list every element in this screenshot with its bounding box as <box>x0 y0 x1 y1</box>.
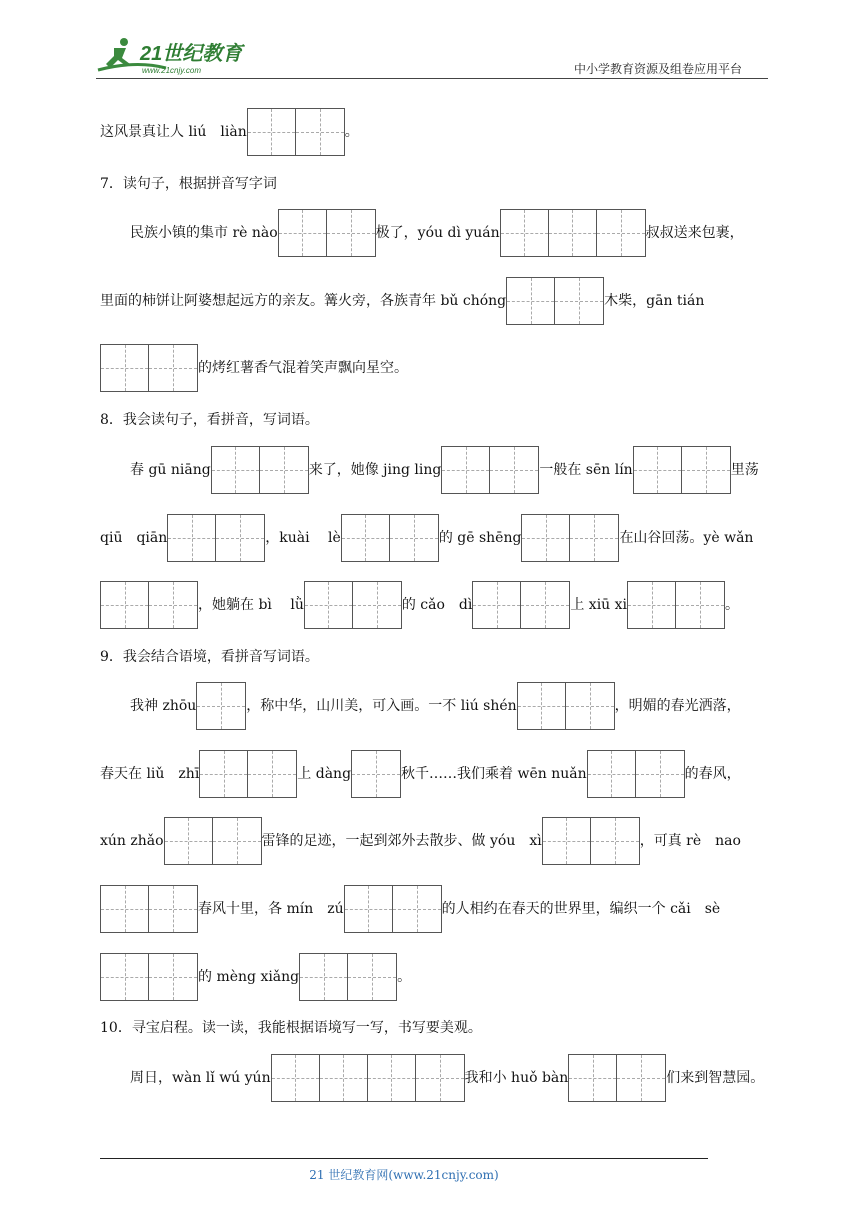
sentence-text: 的 cǎo dì <box>401 597 473 613</box>
logo-text: 21世纪教育 <box>140 43 243 65</box>
grid-cell[interactable] <box>566 683 614 729</box>
question-heading <box>100 408 319 432</box>
sentence-text: 民族小镇的集市 rè nào <box>130 225 278 241</box>
footer-text: 21 世纪教育网(www.21cnjy.com) <box>309 1168 499 1182</box>
grid-cell[interactable] <box>368 1055 416 1101</box>
sentence-line <box>130 681 741 731</box>
grid-cell[interactable] <box>149 345 197 391</box>
question-heading <box>100 1016 482 1040</box>
sentence-text: 们来到智慧园。 <box>666 1070 765 1086</box>
sentence-text: 。 <box>725 597 740 613</box>
grid-cell[interactable] <box>320 1055 368 1101</box>
writing-grid[interactable] <box>304 581 402 629</box>
grid-cell[interactable] <box>212 447 260 493</box>
grid-cell[interactable] <box>327 210 375 256</box>
grid-cell[interactable] <box>522 515 570 561</box>
sentence-text: 的 mèng xiǎng <box>198 969 300 985</box>
grid-cell[interactable] <box>248 751 296 797</box>
writing-grid[interactable] <box>164 817 262 865</box>
grid-cell[interactable] <box>569 1055 617 1101</box>
sentence-text: ，可真 rè nao <box>639 833 741 849</box>
grid-cell[interactable] <box>617 1055 665 1101</box>
sentence-text: 我和小 huǒ bàn <box>464 1070 569 1086</box>
grid-cell[interactable] <box>149 954 197 1000</box>
sentence-line <box>100 580 739 630</box>
writing-grid[interactable] <box>517 682 615 730</box>
sentence-text: 8．我会读句子，看拼音，写词语。 <box>100 412 319 428</box>
sentence-text: 。 <box>344 124 359 140</box>
grid-cell[interactable] <box>352 751 400 797</box>
grid-cell[interactable] <box>168 515 216 561</box>
grid-cell[interactable] <box>521 582 569 628</box>
sentence-line <box>100 816 741 866</box>
writing-grid[interactable] <box>299 953 397 1001</box>
sentence-line <box>130 208 744 258</box>
writing-grid[interactable] <box>271 1054 465 1102</box>
runner-logo-icon <box>96 34 256 78</box>
grid-cell[interactable] <box>507 278 555 324</box>
grid-cell[interactable] <box>279 210 327 256</box>
sentence-line <box>100 513 753 563</box>
grid-cell[interactable] <box>543 818 591 864</box>
grid-cell[interactable] <box>490 447 538 493</box>
sentence-text: 春 gū niāng <box>130 462 211 478</box>
writing-grid[interactable] <box>100 581 198 629</box>
writing-grid[interactable] <box>278 209 376 257</box>
grid-cell[interactable] <box>305 582 353 628</box>
grid-cell[interactable] <box>101 954 149 1000</box>
grid-cell[interactable] <box>272 1055 320 1101</box>
sentence-text: 木柴，gān tián <box>604 293 705 309</box>
sentence-text: 春风十里，各 mín zú <box>198 901 344 917</box>
grid-cell[interactable] <box>216 515 264 561</box>
header-site-name: 中小学教育资源及组卷应用平台 <box>574 62 743 76</box>
header-divider <box>96 78 768 79</box>
grid-cell[interactable] <box>588 751 636 797</box>
writing-grid[interactable] <box>351 750 401 798</box>
writing-grid[interactable] <box>199 750 297 798</box>
grid-cell[interactable] <box>101 886 149 932</box>
sentence-text: 的烤红薯香气混着笑声飘向星空。 <box>198 360 408 376</box>
writing-grid[interactable] <box>587 750 685 798</box>
sentence-text: 来了，她像 jing ling <box>308 462 442 478</box>
writing-grid[interactable] <box>441 446 539 494</box>
grid-cell[interactable] <box>682 447 730 493</box>
grid-cell[interactable] <box>296 109 344 155</box>
writing-grid[interactable] <box>247 108 345 156</box>
grid-cell[interactable] <box>416 1055 464 1101</box>
writing-grid[interactable] <box>167 514 265 562</box>
sentence-line <box>100 276 704 326</box>
grid-cell[interactable] <box>353 582 401 628</box>
writing-grid[interactable] <box>627 581 725 629</box>
writing-grid[interactable] <box>100 344 198 392</box>
grid-cell[interactable] <box>149 886 197 932</box>
sentence-line <box>100 749 741 799</box>
sentence-text: 里面的柿饼让阿婆想起远方的亲友。篝火旁，各族青年 bǔ chóng <box>100 293 507 309</box>
grid-cell[interactable] <box>555 278 603 324</box>
writing-grid[interactable] <box>344 885 442 933</box>
sentence-text: 7．读句子，根据拼音写字词 <box>100 176 277 192</box>
grid-cell[interactable] <box>634 447 682 493</box>
writing-grid[interactable] <box>568 1054 666 1102</box>
grid-cell[interactable] <box>628 582 676 628</box>
writing-grid[interactable] <box>506 277 604 325</box>
grid-cell[interactable] <box>473 582 521 628</box>
sentence-text: 叔叔送来包裹， <box>645 225 744 241</box>
sentence-text: xún zhǎo <box>100 833 164 849</box>
question-heading <box>100 645 319 669</box>
writing-grid[interactable] <box>521 514 619 562</box>
writing-grid[interactable] <box>211 446 309 494</box>
grid-cell[interactable] <box>101 582 149 628</box>
sentence-line <box>100 952 411 1002</box>
sentence-text: ，明媚的春光洒落， <box>614 698 741 714</box>
writing-grid[interactable] <box>500 209 646 257</box>
sentence-text: 春天在 liǔ zhī <box>100 766 200 782</box>
writing-grid[interactable] <box>633 446 731 494</box>
sentence-text: 我神 zhōu <box>130 698 197 714</box>
grid-cell[interactable] <box>300 954 348 1000</box>
sentence-text: 一般在 sēn lín <box>539 462 633 478</box>
grid-cell[interactable] <box>213 818 261 864</box>
footer-divider <box>100 1158 708 1159</box>
sentence-text: 秋千……我们乘着 wēn nuǎn <box>401 766 587 782</box>
grid-cell[interactable] <box>591 818 639 864</box>
sentence-line <box>100 343 408 393</box>
writing-grid[interactable] <box>100 885 198 933</box>
sentence-line <box>130 445 759 495</box>
sentence-text: 这风景真让人 liú liàn <box>100 124 247 140</box>
sentence-text: 极了，yóu dì yuán <box>375 225 500 241</box>
site-logo <box>96 34 256 78</box>
grid-cell[interactable] <box>570 515 618 561</box>
grid-cell[interactable] <box>200 751 248 797</box>
grid-cell[interactable] <box>393 886 441 932</box>
sentence-text: ，kuài lè <box>265 530 341 546</box>
grid-cell[interactable] <box>342 515 390 561</box>
sentence-text: 10．寻宝启程。读一读，我能根据语境写一写，书写要美观。 <box>100 1020 482 1036</box>
logo-url: www.21cnjy.com <box>142 66 201 75</box>
sentence-line <box>130 1053 764 1103</box>
grid-cell[interactable] <box>549 210 597 256</box>
sentence-text: 在山谷回荡。yè wǎn <box>619 530 754 546</box>
sentence-text: 的春风， <box>684 766 741 782</box>
sentence-text: 雷锋的足迹，一起到郊外去散步、做 yóu xì <box>261 833 542 849</box>
grid-cell[interactable] <box>442 447 490 493</box>
writing-grid[interactable] <box>100 953 198 1001</box>
grid-cell[interactable] <box>345 886 393 932</box>
sentence-text: 9．我会结合语境，看拼音写词语。 <box>100 649 319 665</box>
writing-grid[interactable] <box>542 817 640 865</box>
sentence-line <box>100 107 359 157</box>
writing-grid[interactable] <box>196 682 246 730</box>
grid-cell[interactable] <box>501 210 549 256</box>
question-heading <box>100 172 277 196</box>
grid-cell[interactable] <box>518 683 566 729</box>
writing-grid[interactable] <box>472 581 570 629</box>
sentence-text: qiū qiān <box>100 530 168 546</box>
grid-cell[interactable] <box>676 582 724 628</box>
grid-cell[interactable] <box>197 683 245 729</box>
sentence-text: 里荡 <box>730 462 759 478</box>
sentence-text: 的人相约在春天的世界里，编织一个 cǎi sè <box>441 901 721 917</box>
sentence-text: ，称中华，山川美，可入画。一不 liú shén <box>246 698 517 714</box>
grid-cell[interactable] <box>597 210 645 256</box>
sentence-text: 。 <box>397 969 412 985</box>
sentence-text: 上 xiū xi <box>570 597 628 613</box>
grid-cell[interactable] <box>149 582 197 628</box>
grid-cell[interactable] <box>348 954 396 1000</box>
sentence-line <box>100 884 720 934</box>
grid-cell[interactable] <box>260 447 308 493</box>
grid-cell[interactable] <box>165 818 213 864</box>
writing-grid[interactable] <box>341 514 439 562</box>
sentence-text: 周日，wàn lǐ wú yún <box>130 1070 271 1086</box>
grid-cell[interactable] <box>636 751 684 797</box>
sentence-text: 上 dàng <box>297 766 352 782</box>
grid-cell[interactable] <box>248 109 296 155</box>
sentence-text: 的 gē shēng <box>438 530 522 546</box>
grid-cell[interactable] <box>390 515 438 561</box>
grid-cell[interactable] <box>101 345 149 391</box>
sentence-text: ，她躺在 bì lǜ <box>198 597 304 613</box>
